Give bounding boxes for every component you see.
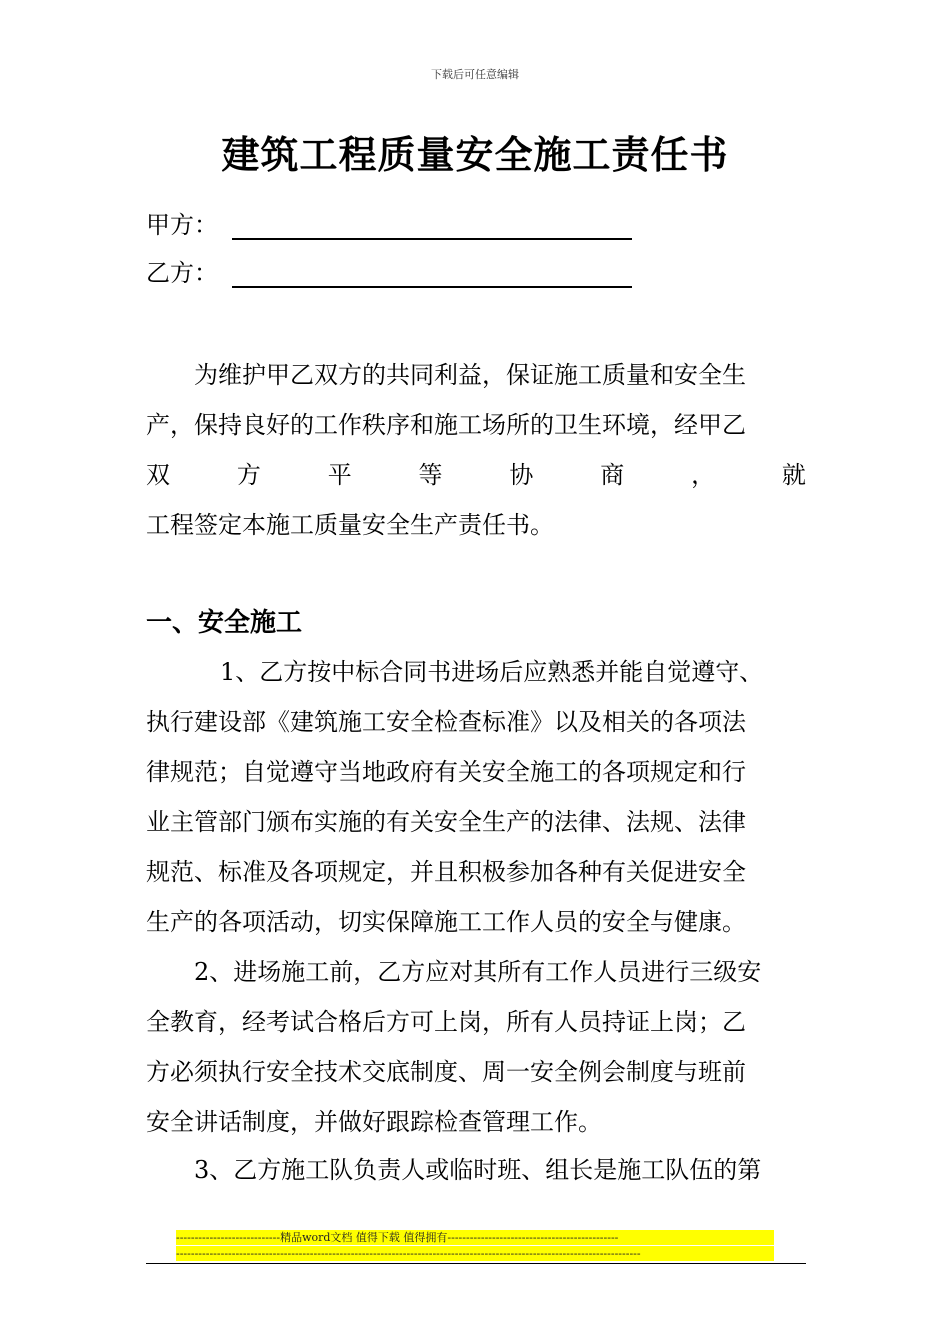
footer-divider xyxy=(146,1263,806,1264)
intro-char: 方 xyxy=(236,461,261,489)
item-1-paragraph xyxy=(146,647,806,947)
item-1-line: 业主管部门颁布实施的有关安全生产的法律、法规、法律 xyxy=(146,808,746,836)
intro-char: ， xyxy=(691,461,716,489)
item-1-line: 1、乙方按中标合同书进场后应熟悉并能自觉遵守、 xyxy=(220,658,764,686)
footer-banner-line-2: ----------------------------------------------------------------------------------------------------------------------------- xyxy=(176,1246,774,1261)
party-a-label: 甲方： xyxy=(146,211,218,239)
section-1-title: 一、安全施工 xyxy=(146,608,303,638)
item-1-line: 律规范；自觉遵守当地政府有关安全施工的各项规定和行 xyxy=(146,758,746,786)
item-1-line: 规范、标准及各项规定，并且积极参加各种有关促进安全 xyxy=(146,858,746,886)
intro-char: 等 xyxy=(418,461,443,489)
party-b-row xyxy=(146,256,218,290)
item-2-line: 全教育，经考试合格后方可上岗，所有人员持证上岗；乙 xyxy=(146,1008,746,1036)
item-3-paragraph xyxy=(146,1145,806,1195)
item-1-line: 生产的各项活动，切实保障施工工作人员的安全与健康。 xyxy=(146,908,746,936)
intro-char: 平 xyxy=(327,461,352,489)
party-b-blank-line xyxy=(232,286,632,288)
item-2-line: 方必须执行安全技术交底制度、周一安全例会制度与班前 xyxy=(146,1058,746,1086)
party-b-label: 乙方： xyxy=(146,259,218,287)
intro-char: 就 xyxy=(781,461,806,489)
intro-char: 协 xyxy=(509,461,534,489)
intro-paragraph xyxy=(146,350,806,550)
intro-line-3 xyxy=(146,450,806,500)
intro-char: 双 xyxy=(146,461,170,489)
item-2-line: 安全讲话制度，并做好跟踪检查管理工作。 xyxy=(146,1108,602,1136)
footer-banner-line-1: ----------------------------精品word文档 值得下载 值得拥有---------------------------------------------- xyxy=(176,1230,774,1245)
intro-char: 商 xyxy=(600,461,625,489)
intro-line-1: 为维护甲乙双方的共同利益，保证施工质量和安全生 xyxy=(194,361,746,389)
item-1-line: 执行建设部《建筑施工安全检查标准》以及相关的各项法 xyxy=(146,708,746,736)
party-a-blank-line xyxy=(232,238,632,240)
document-title: 建筑工程质量安全施工责任书 xyxy=(221,132,729,177)
party-a-row xyxy=(146,208,218,242)
header-note: 下载后可任意编辑 xyxy=(431,68,519,81)
intro-line-2: 产，保持良好的工作秩序和施工场所的卫生环境，经甲乙 xyxy=(146,411,746,439)
item-2-line: 2、进场施工前，乙方应对其所有工作人员进行三级安 xyxy=(194,958,762,986)
item-2-paragraph xyxy=(146,947,806,1147)
item-3-line: 3、乙方施工队负责人或临时班、组长是施工队伍的第 xyxy=(194,1156,762,1184)
intro-line-4: 工程签定本施工质量安全生产责任书。 xyxy=(146,511,554,539)
